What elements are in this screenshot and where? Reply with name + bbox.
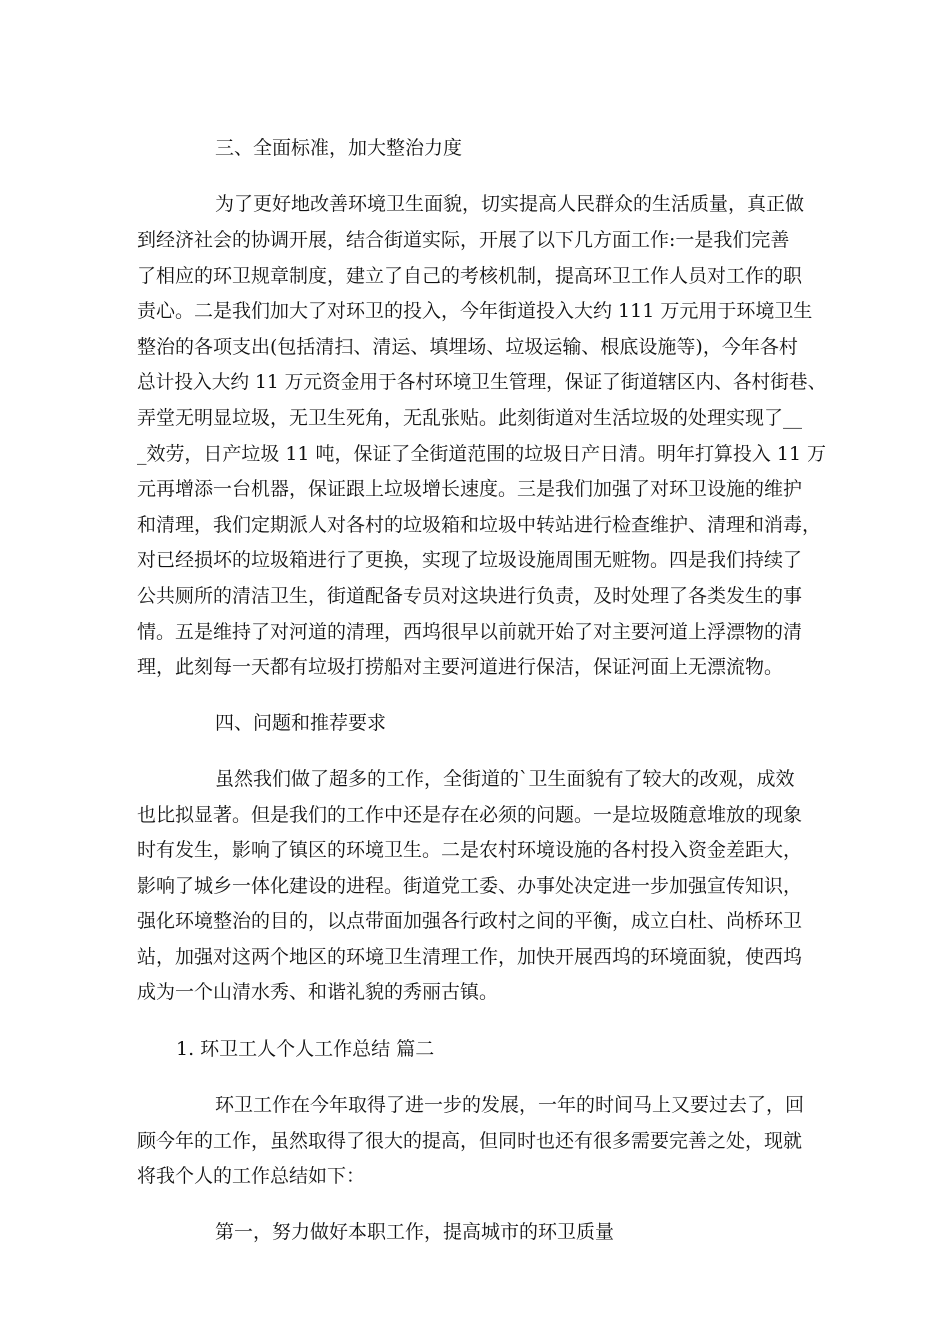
text-line: 为了更好地改善环境卫生面貌，切实提高人民群众的生活质量，真正做 — [215, 193, 805, 215]
text-line: 顾今年的工作，虽然取得了很大的提高，但同时也还有很多需要完善之处，现就 — [137, 1130, 803, 1152]
text-line: 到经济社会的协调开展，结合街道实际，开展了以下几方面工作:一是我们完善 — [137, 229, 790, 251]
heading-text: 第一，努力做好本职工作，提高城市的环卫质量 — [215, 1221, 615, 1243]
text-line: 虽然我们做了超多的工作，全街道的`卫生面貌有了较大的改观，成效 — [215, 768, 795, 790]
text-line: 整治的各项支出(包括清扫、清运、填埋场、垃圾运输、根底设施等)，今年各村 — [137, 336, 798, 358]
text-line: 也比拟显著。但是我们的工作中还是存在必须的问题。一是垃圾随意堆放的现象 — [137, 804, 803, 826]
text-line: _效劳，日产垃圾 11 吨，保证了全街道范围的垃圾日产日清。明年打算投入 11 万 — [137, 443, 827, 465]
heading-text: 1. 环卫工人个人工作总结 篇二 — [176, 1038, 435, 1060]
text-line: 理，此刻每一天都有垃圾打捞船对主要河道进行保洁，保证河面上无漂流物。 — [137, 656, 784, 678]
text-line: 影响了城乡一体化建设的进程。街道党工委、办事处决定进一步加强宣传知识， — [137, 875, 803, 897]
text-line: 时有发生，影响了镇区的环境卫生。二是农村环境设施的各村投入资金差距大， — [137, 839, 803, 861]
heading-text: 四、问题和推荐要求 — [215, 712, 387, 734]
text-line: 总计投入大约 11 万元资金用于各村环境卫生管理，保证了街道辖区内、各村街巷、 — [137, 371, 827, 393]
text-line: 环卫工作在今年取得了进一步的发展，一年的时间马上又要过去了，回 — [215, 1094, 805, 1116]
text-line: 公共厕所的清洁卫生，街道配备专员对这块进行负责，及时处理了各类发生的事 — [137, 585, 803, 607]
text-line: 站，加强对这两个地区的环境卫生清理工作，加快开展西坞的环境面貌，使西坞 — [137, 946, 803, 968]
text-line: 强化环境整治的目的，以点带面加强各行政村之间的平衡，成立白杜、尚桥环卫 — [137, 910, 803, 932]
text-line: 对已经损坏的垃圾箱进行了更换，实现了垃圾设施周围无赃物。四是我们持续了 — [137, 549, 803, 571]
text-line: 和清理，我们定期派人对各村的垃圾箱和垃圾中转站进行检查维护、清理和消毒， — [137, 514, 822, 536]
text-line: 将我个人的工作总结如下： — [137, 1165, 366, 1187]
heading-text: 三、全面标准，加大整治力度 — [215, 137, 463, 159]
text-line: 情。五是维持了对河道的清理，西坞很早以前就开始了对主要河道上浮漂物的清 — [137, 621, 803, 643]
text-line: 成为一个山清水秀、和谐礼貌的秀丽古镇。 — [137, 981, 499, 1003]
text-line: 了相应的环卫规章制度，建立了自己的考核机制，提高环卫工作人员对工作的职 — [137, 265, 803, 287]
text-line: 责心。二是我们加大了对环卫的投入，今年街道投入大约 111 万元用于环境卫生 — [137, 300, 813, 322]
text-line: 元再增添一台机器，保证跟上垃圾增长速度。三是我们加强了对环卫设施的维护 — [137, 478, 803, 500]
text-line: 弄堂无明显垃圾，无卫生死角，无乱张贴。此刻街道对生活垃圾的处理实现了__ — [137, 407, 803, 429]
